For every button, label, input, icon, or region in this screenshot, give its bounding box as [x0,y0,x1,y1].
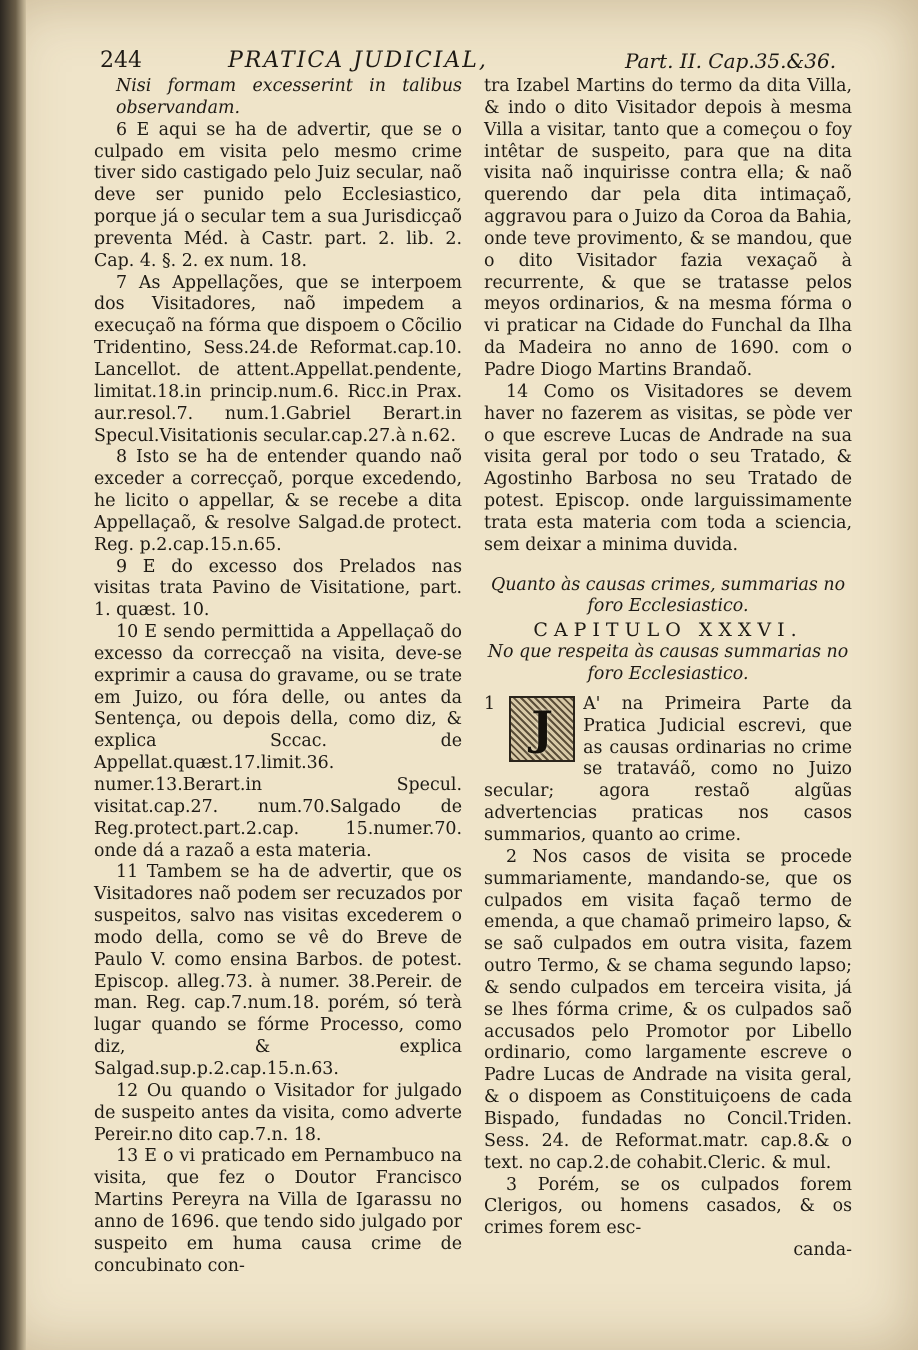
catchword: canda- [793,1240,852,1261]
section-heading: Quanto às causas crimes, summarias no foro Ecclesiastico. [490,574,846,617]
continuation-paragraph: tra Izabel Martins do termo da dita Villa, & indo o dito Visitador depois à mesma Villa a visitar, tanto que a começou o foy intêtar de suspeito, para que na dita visita naõ inquirisse contra ella; & naõ querendo dar pela dita intimaçaõ, aggravou para o Juizo da Coroa da Bahia, onde teve provimento, & se mandou, que o dito Visitador fazia vexaçaõ à recurrente, & que se tratasse pelos meyos ordinarios, & na mesma fórma o vi praticar na Cidade do Funchal da Ilha da Madeira no anno de 1690. com o Padre Diogo Martins Brandaõ. [484,76,852,380]
chapter-first-paragraph [484,694,852,847]
paragraph-12: 12 Ou quando o Visitador for julgado de suspeito antes da visita, como adverte Pereir.no dito cap.7.n. 18. [94,1080,462,1145]
page-number: 244 [100,48,142,73]
paragraph-13: 13 E o vi praticado em Pernambuco na visita, que fez o Doutor Francisco Martins Pereyra na Villa de Igarassu no anno de 1696. que tendo sido julgado por suspeito em huma causa crime de concubinato con- [94,1146,462,1276]
ornamental-drop-cap: J [509,696,575,762]
paragraph-10: 10 E sendo permittida a Appellaçaõ do excesso da correcçaõ na visita, deve-se exprimir a causa do gravame, ou se trate em Juizo, ou fóra delle, ou antes da Sentença, ou depois della, como diz, & explica Sccac. de Appellat.quæst.17.limit.36. numer.13.Berart.in Specul. visitat.cap.27. num.70.Salgado de Reg.protect.part.2.cap. 15.numer.70. onde dá a razaõ a esta materia. [94,622,462,861]
right-column [484,76,852,1262]
paragraph-9: 9 E do excesso dos Prelados nas visitas trata Pavino de Visitatione, part. 1. quæst. 10. [94,556,462,621]
paragraph-8: 8 Isto se ha de entender quando naõ exceder a correcçaõ, porque excedendo, he licito o appellar, & se recebe a dita Appellaçaõ, & resolve Salgad.de protect. Reg. p.2.cap.15.n.65. [94,447,462,555]
paragraph-6: 6 E aqui se ha de advertir, que se o culpado em visita pelo mesmo crime tiver sido castigado pelo Juiz secular, naõ deve ser punido pelo Ecclesiastico, porque já o secular tem a sua Jurisdicçaõ preventa Méd. à Castr. part. 2. lib. 2. Cap. 4. §. 2. ex num. 18. [94,119,462,271]
book-spine [0,0,26,1350]
paragraph-1: A' na Primeira Parte da Pratica Judicial escrevi, que as causas ordinarias no crime se trataváõ, como no Juizo secular; agora restaõ algũas advertencias praticas nos casos summarios, quanto ao crime. [484,693,852,845]
left-column [94,76,462,1277]
paragraph-7: 7 As Appellações, que se interpoem dos Visitadores, naõ impedem a execuçaõ na fórma que dispoem o Cõcilio Tridentino, Sess.24.de Reformat.cap.10. Lancellot. de attent.Appellat.pendente, limitat.18.in princip.num.6. Ricc.in Prax. aur.resol.7. num.1.Gabriel Berart.in Specul.Visitationis secular.cap.27.à n.62. [94,272,462,446]
opening-line: Nisi formam excesserint in talibus observandam. [116,76,462,118]
paragraph-14: 14 Como os Visitadores se devem haver no fazerem as visitas, se pòde ver o que escreve Lucas de Andrade na sua visita geral por todo o seu Tratado, & Agostinho Barbosa no seu Tratado de potest. Episcop. onde larguissimamente trata esta materia com toda a sciencia, sem deixar a minima duvida. [484,381,852,555]
paragraph-3: 3 Porém, se os culpados forem Clerigos, ou homens casados, & os crimes forem esc- [484,1174,852,1239]
chapter-title: CAPITULO XXXVI. [533,619,803,642]
paragraph-2: 2 Nos casos de visita se procede summariamente, mandando-se, que os culpados em visita façaõ termo de emenda, a que chamaõ primeiro lapso, & se saõ culpados em outra visita, fazem outro Termo, & se chama segundo lapso; & sendo culpados em terceira visita, já se lhes fórma crime, & os culpados saõ accusados pelo Promotor por Libello ordinario, como largamente escreve o Padre Lucas de Andrade na visita geral, & o dispoem as Constituiçoens de cada Bispado, fundadas no Concil.Triden. Sess. 24. de Reformat.matr. cap.8.& o text. no cap.2.de cohabit.Cleric. & mul. [484,846,852,1173]
paragraph-1-number: 1 [484,693,496,714]
part-chapter-label: Part. II. Cap.35.&36. [625,49,837,73]
paragraph-11: 11 Tambem se ha de advertir, que os Visitadores naõ podem ser recuzados por suspeitos, salvo nas visitas excederem o modo della, como se vê do Breve de Paulo V. como ensina Barbos. de potest. Episcop. alleg.73. à numer. 38.Pereir. de man. Reg. cap.7.num.18. porém, só terà lugar quando se fórme Processo, como diz, & explica Salgad.sup.p.2.cap.15.n.63. [94,862,462,1079]
chapter-subtitle: No que respeita às causas summarias no foro Ecclesiastico. [487,642,849,685]
running-title: PRATICA JUDICIAL, [228,48,488,73]
running-head [100,44,880,78]
